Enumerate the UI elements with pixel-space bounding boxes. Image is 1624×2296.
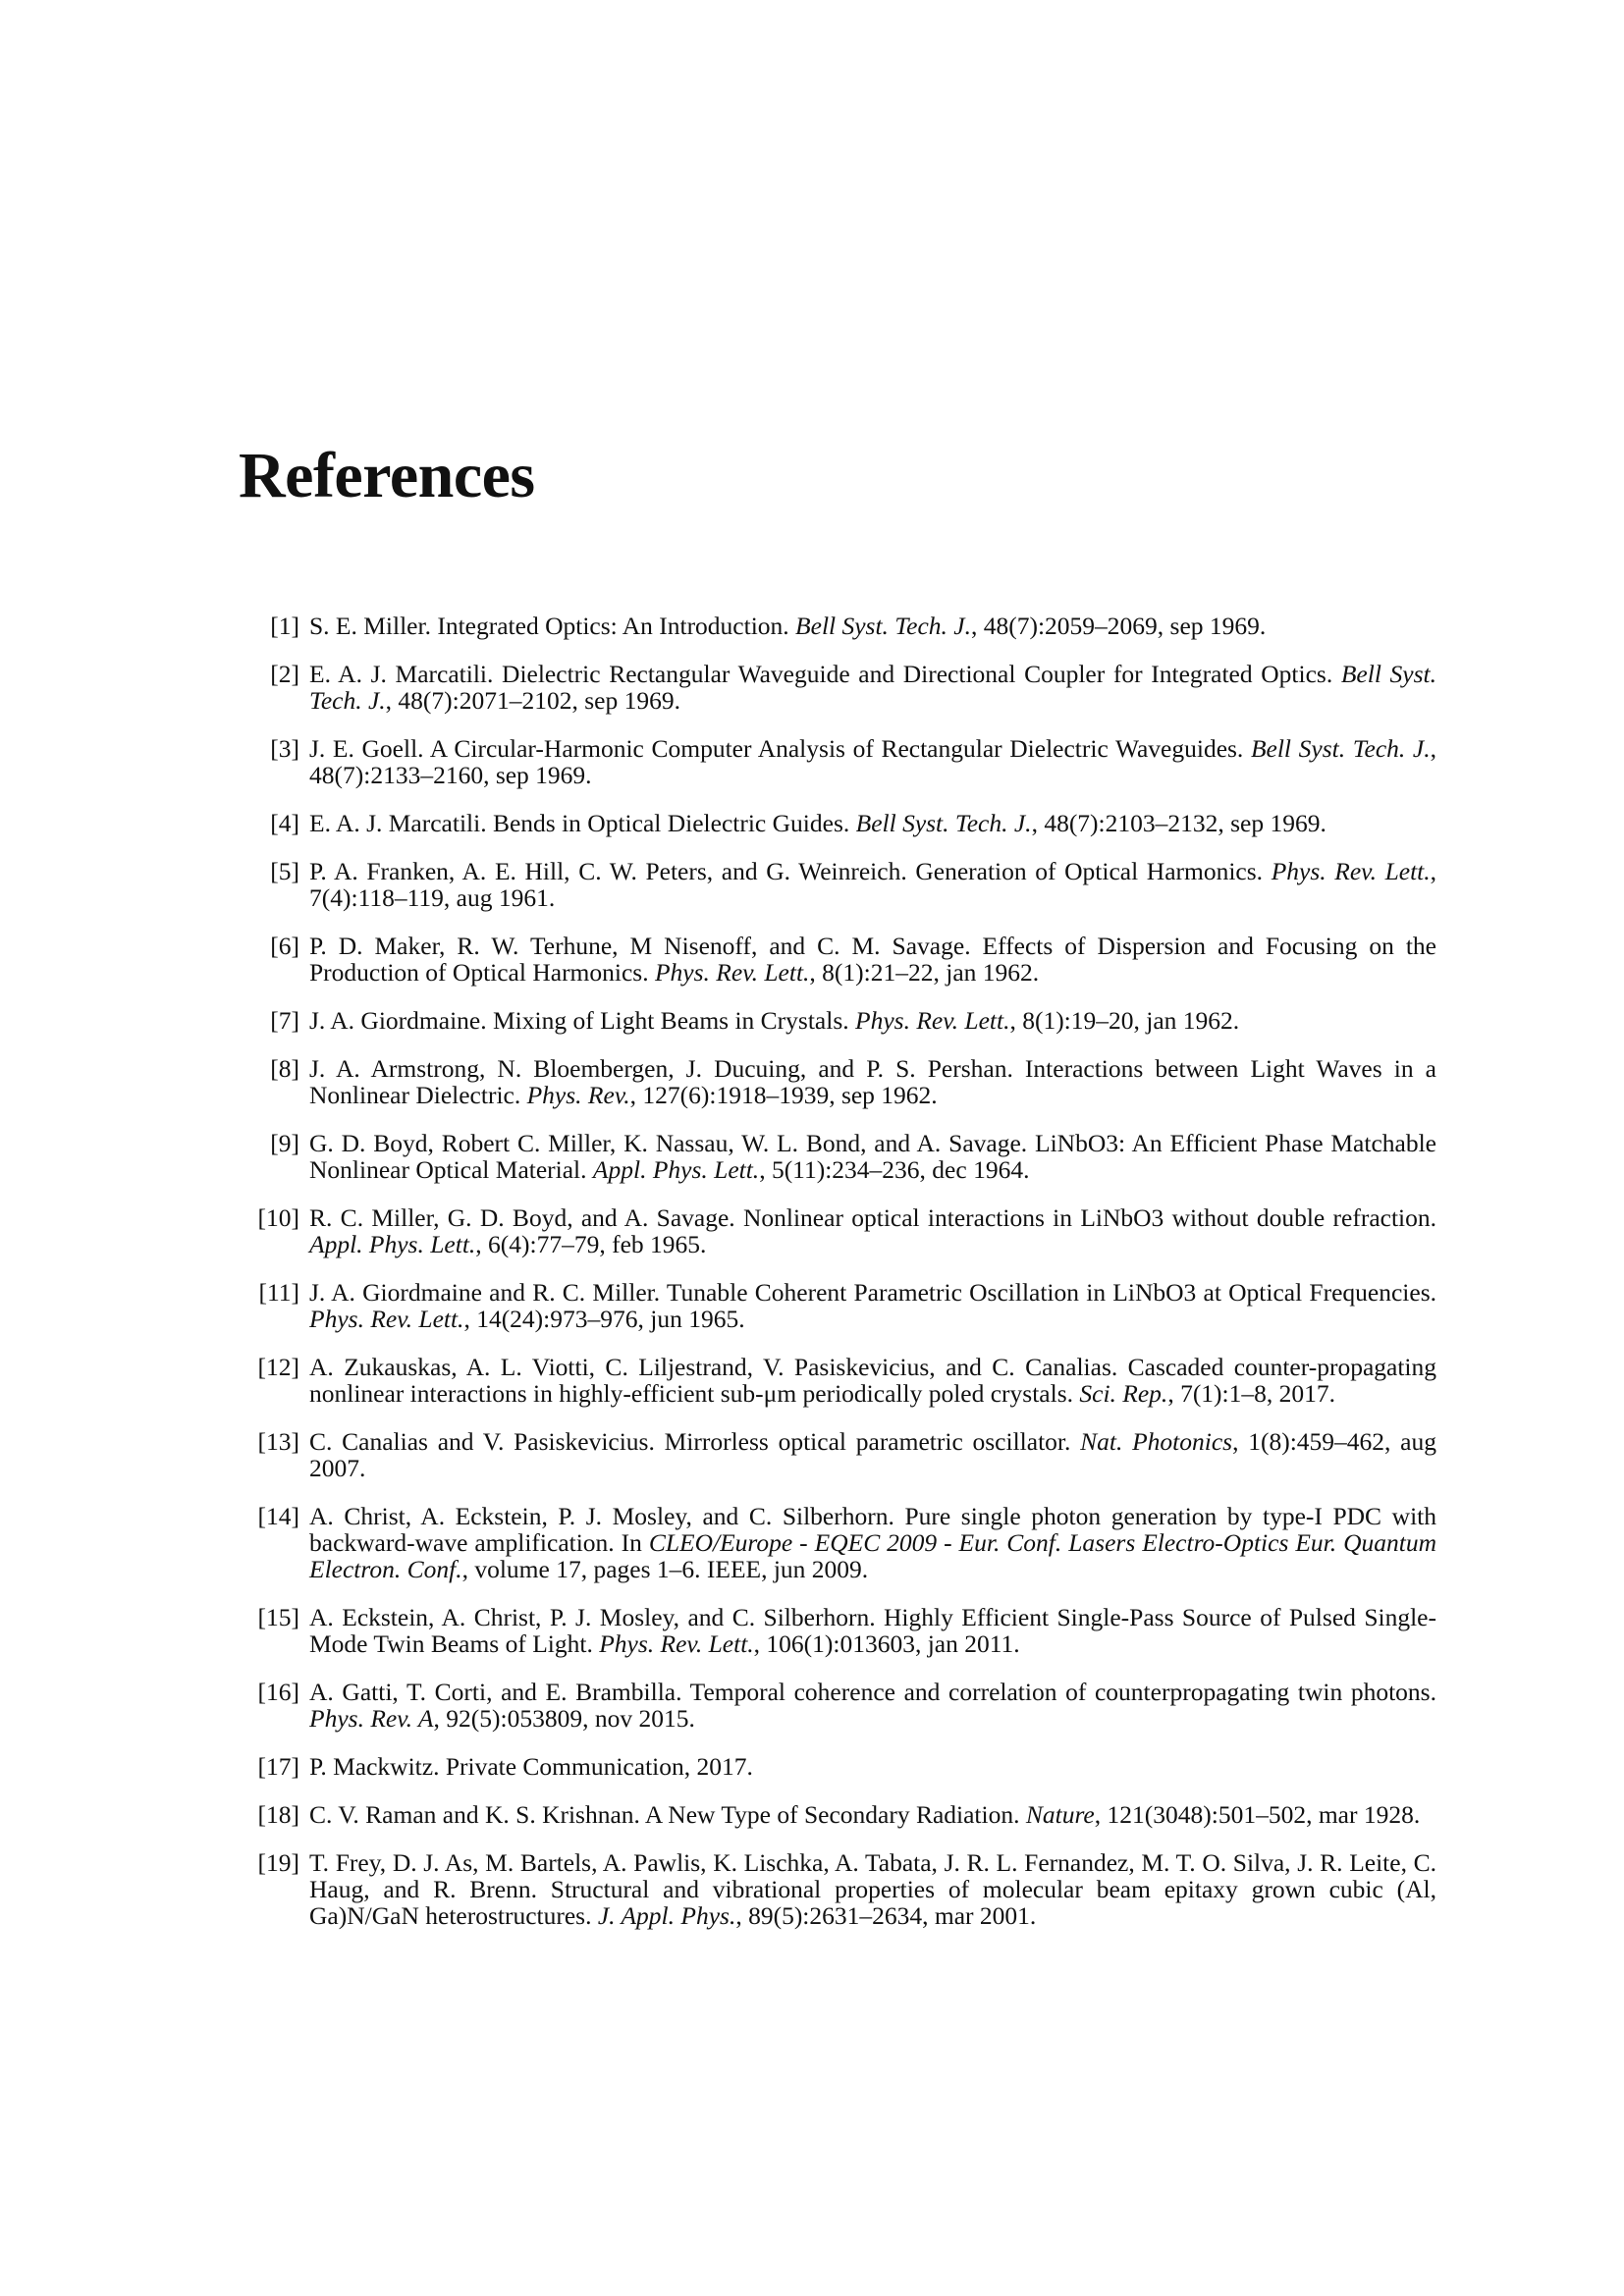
reference-venue: Bell Syst. Tech. J. [795, 612, 971, 640]
reference-venue: Phys. Rev. Lett. [599, 1629, 754, 1658]
reference-venue: Sci. Rep. [1079, 1379, 1168, 1408]
reference-text [309, 1354, 1436, 1407]
reference-entry [239, 1503, 1436, 1582]
reference-number: [18] [257, 1800, 299, 1829]
reference-main: C. Canalias and V. Pasiskevicius. Mirrorless optical parametric oscillator. [309, 1427, 1081, 1456]
reference-details: , 5(11):234–236, dec 1964. [759, 1155, 1030, 1184]
reference-text [309, 1849, 1436, 1929]
reference-entry [239, 1130, 1436, 1183]
reference-number: [11] [258, 1278, 299, 1307]
reference-list [239, 613, 1436, 1950]
reference-main: S. E. Miller. Integrated Optics: An Introduction. [309, 612, 796, 640]
reference-text [309, 613, 1436, 639]
reference-venue: Phys. Rev. A [309, 1704, 434, 1733]
reference-number: [1] [270, 612, 299, 640]
reference-main: J. A. Giordmaine and R. C. Miller. Tunable Coherent Parametric Oscillation in LiNbO3 at Optical Frequencies. [309, 1278, 1436, 1307]
reference-entry [239, 735, 1436, 788]
reference-main: P. Mackwitz. Private Communication, 2017. [309, 1752, 753, 1781]
reference-number: [6] [270, 932, 299, 960]
reference-text [309, 1503, 1436, 1582]
reference-number: [10] [257, 1203, 299, 1232]
reference-venue: J. Appl. Phys. [597, 1901, 736, 1930]
reference-number: [13] [257, 1427, 299, 1456]
reference-entry [239, 1849, 1436, 1929]
reference-number: [2] [270, 660, 299, 688]
reference-entry [239, 1753, 1436, 1780]
reference-entry [239, 1007, 1436, 1034]
reference-text [309, 858, 1436, 911]
reference-text [309, 735, 1436, 788]
page-title: References [239, 440, 535, 511]
reference-main: P. D. Maker, R. W. Terhune, M Nisenoff, and C. M. Savage. Effects of Dispersion and Focusing on the Production of Optical Harmonics. [309, 932, 1436, 987]
reference-venue: Phys. Rev. Lett. [1271, 857, 1431, 885]
reference-details: , 7(1):1–8, 2017. [1167, 1379, 1336, 1408]
reference-details: , 48(7):2071–2102, sep 1969. [385, 686, 680, 715]
reference-main: C. V. Raman and K. S. Krishnan. A New Type of Secondary Radiation. [309, 1800, 1026, 1829]
reference-number: [17] [257, 1752, 299, 1781]
reference-text [309, 1428, 1436, 1481]
reference-entry [239, 1679, 1436, 1732]
reference-main: J. E. Goell. A Circular-Harmonic Computer Analysis of Rectangular Dielectric Waveguides. [309, 734, 1251, 763]
reference-venue: Phys. Rev. [526, 1081, 630, 1109]
reference-text [309, 1679, 1436, 1732]
reference-text [309, 1130, 1436, 1183]
reference-venue: Appl. Phys. Lett. [309, 1230, 476, 1258]
reference-entry [239, 858, 1436, 911]
reference-venue: Nat. Photonics [1080, 1427, 1233, 1456]
reference-details: , 14(24):973–976, jun 1965. [463, 1305, 745, 1333]
reference-main: G. D. Boyd, Robert C. Miller, K. Nassau, W. L. Bond, and A. Savage. LiNbO3: An Efficient Phase Matchable Nonlinear Optical Material. [309, 1129, 1436, 1184]
reference-venue: Nature [1025, 1800, 1095, 1829]
reference-text [309, 810, 1436, 836]
reference-venue: Appl. Phys. Lett. [592, 1155, 760, 1184]
reference-entry [239, 1204, 1436, 1257]
reference-main: J. A. Armstrong, N. Bloembergen, J. Ducuing, and P. S. Pershan. Interactions between Light Waves in a Nonlinear Dielectric. [309, 1054, 1436, 1109]
reference-main: R. C. Miller, G. D. Boyd, and A. Savage. Nonlinear optical interactions in LiNbO3 without double refraction. [309, 1203, 1436, 1232]
reference-details: , 6(4):77–79, feb 1965. [475, 1230, 707, 1258]
reference-venue: Phys. Rev. Lett. [654, 958, 810, 987]
reference-entry [239, 810, 1436, 836]
reference-venue: Bell Syst. Tech. J. [855, 809, 1032, 837]
reference-details: , 106(1):013603, jan 2011. [753, 1629, 1020, 1658]
reference-entry [239, 1801, 1436, 1828]
reference-entry [239, 1604, 1436, 1657]
reference-text [309, 1753, 1436, 1780]
reference-details: , 7(4):118–119, aug 1961. [309, 857, 1436, 912]
reference-details: , 8(1):21–22, jan 1962. [809, 958, 1040, 987]
reference-number: [19] [257, 1848, 299, 1877]
reference-main: T. Frey, D. J. As, M. Bartels, A. Pawlis, K. Lischka, A. Tabata, J. R. L. Fernandez, M. T. O. Silva, J. R. Leite, C. Haug, and R. Brenn. Structural and vibrational properties of molecular beam epitaxy grown cubic (Al, Ga)N/GaN heterostructures. [309, 1848, 1436, 1930]
reference-main: E. A. J. Marcatili. Bends in Optical Dielectric Guides. [309, 809, 856, 837]
reference-details: , 48(7):2103–2132, sep 1969. [1031, 809, 1326, 837]
reference-text [309, 1801, 1436, 1828]
reference-entry [239, 1055, 1436, 1108]
reference-number: [16] [257, 1678, 299, 1706]
reference-number: [15] [257, 1603, 299, 1631]
reference-details: , 89(5):2631–2634, mar 2001. [735, 1901, 1037, 1930]
reference-number: [9] [270, 1129, 299, 1157]
reference-main: P. A. Franken, A. E. Hill, C. W. Peters, and G. Weinreich. Generation of Optical Harmonics. [309, 857, 1272, 885]
reference-number: [4] [270, 809, 299, 837]
reference-entry [239, 613, 1436, 639]
reference-details: , 121(3048):501–502, mar 1928. [1094, 1800, 1421, 1829]
reference-entry [239, 1354, 1436, 1407]
reference-entry [239, 661, 1436, 714]
reference-text [309, 1204, 1436, 1257]
reference-main: A. Zukauskas, A. L. Viotti, C. Liljestrand, V. Pasiskevicius, and C. Canalias. Cascaded counter-propagating nonlinear interactions in highly-efficient sub-μm periodically poled crystals. [309, 1353, 1436, 1408]
reference-details: , 127(6):1918–1939, sep 1962. [629, 1081, 938, 1109]
reference-main: E. A. J. Marcatili. Dielectric Rectangular Waveguide and Directional Coupler for Integrated Optics. [309, 660, 1341, 688]
reference-number: [12] [257, 1353, 299, 1381]
reference-venue: Bell Syst. Tech. J. [309, 660, 1437, 715]
reference-text [309, 1007, 1436, 1034]
reference-number: [5] [270, 857, 299, 885]
reference-text [309, 1055, 1436, 1108]
reference-number: [8] [270, 1054, 299, 1083]
reference-text [309, 1604, 1436, 1657]
reference-number: [3] [270, 734, 299, 763]
reference-main: A. Eckstein, A. Christ, P. J. Mosley, and C. Silberhorn. Highly Efficient Single-Pass Source of Pulsed Single-Mode Twin Beams of Light. [309, 1603, 1436, 1658]
reference-details: , 1(8):459–462, aug 2007. [309, 1427, 1436, 1482]
reference-entry [239, 933, 1436, 986]
reference-text [309, 933, 1436, 986]
reference-number: [7] [270, 1006, 299, 1035]
reference-text [309, 1279, 1436, 1332]
reference-entry [239, 1428, 1436, 1481]
reference-details: , volume 17, pages 1–6. IEEE, jun 2009. [461, 1555, 869, 1583]
reference-details: , 48(7):2133–2160, sep 1969. [309, 734, 1436, 789]
reference-text [309, 661, 1436, 714]
reference-details: , 48(7):2059–2069, sep 1969. [970, 612, 1267, 640]
reference-details: , 8(1):19–20, jan 1962. [1009, 1006, 1240, 1035]
reference-venue: CLEO/Europe - EQEC 2009 - Eur. Conf. Lasers Electro-Optics Eur. Quantum Electron. Conf. [309, 1528, 1436, 1583]
reference-main: A. Christ, A. Eckstein, P. J. Mosley, and C. Silberhorn. Pure single photon generation by type-I PDC with backward-wave amplification. In [309, 1502, 1436, 1557]
reference-venue: Phys. Rev. Lett. [309, 1305, 464, 1333]
reference-number: [14] [257, 1502, 299, 1530]
reference-details: , 92(5):053809, nov 2015. [433, 1704, 695, 1733]
reference-main: J. A. Giordmaine. Mixing of Light Beams in Crystals. [309, 1006, 856, 1035]
reference-entry [239, 1279, 1436, 1332]
reference-venue: Phys. Rev. Lett. [855, 1006, 1010, 1035]
reference-venue: Bell Syst. Tech. J. [1250, 734, 1431, 763]
reference-main: A. Gatti, T. Corti, and E. Brambilla. Temporal coherence and correlation of counterpropagating twin photons. [309, 1678, 1436, 1706]
